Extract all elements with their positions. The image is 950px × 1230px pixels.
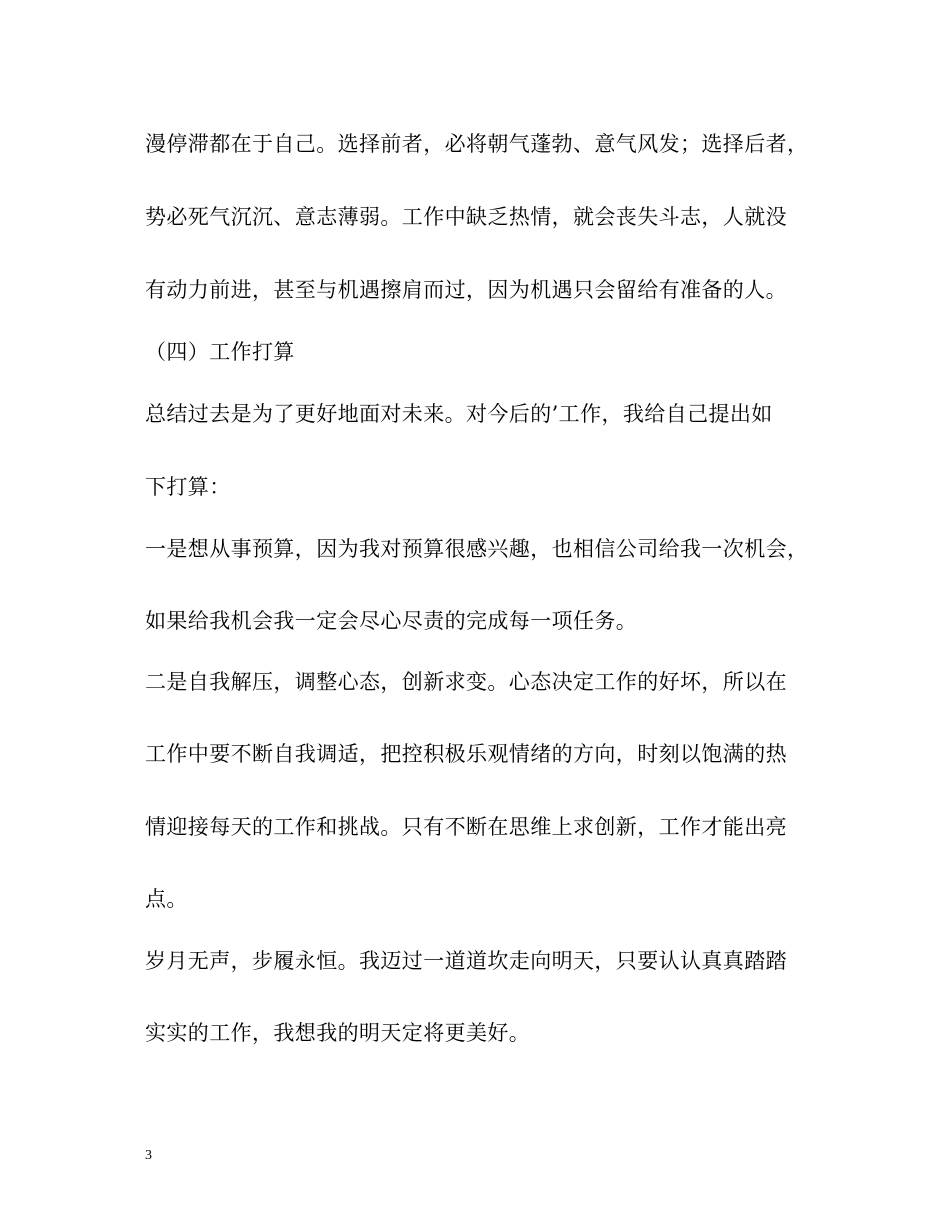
- section-heading: （四）工作打算: [145, 340, 295, 364]
- text-line: 漫停滞都在于自己。选择前者，必将朝气蓬勃、意气风发；选择后者，: [145, 132, 809, 156]
- text-line: 实实的工作，我想我的明天定将更美好。: [145, 1021, 531, 1045]
- text-line: 势必死气沉沉、意志薄弱。工作中缺乏热情，就会丧失斗志，人就没: [145, 205, 787, 229]
- text-line: 工作中要不断自我调适，把控积极乐观情绪的方向，时刻以饱满的热: [145, 742, 787, 766]
- text-line: 总结过去是为了更好地面对未来。对今后的’工作，我给自己提出如: [145, 402, 773, 426]
- text-line: 有动力前进，甚至与机遇擦肩而过，因为机遇只会留给有准备的人。: [145, 278, 787, 302]
- text-line: 如果给我机会我一定会尽心尽责的完成每一项任务。: [145, 609, 638, 633]
- text-line: 岁月无声，步履永恒。我迈过一道道坎走向明天，只要认认真真踏踏: [145, 949, 787, 973]
- text-line: 一是想从事预算，因为我对预算很感兴趣，也相信公司给我一次机会，: [145, 537, 809, 561]
- text-line: 情迎接每天的工作和挑战。只有不断在思维上求创新，工作才能出亮: [145, 815, 787, 839]
- text-line: 二是自我解压，调整心态，创新求变。心态决定工作的好坏，所以在: [145, 670, 787, 694]
- text-line: 点。: [145, 887, 188, 911]
- page-number: 3: [145, 1148, 152, 1163]
- text-line: 下打算：: [145, 475, 231, 499]
